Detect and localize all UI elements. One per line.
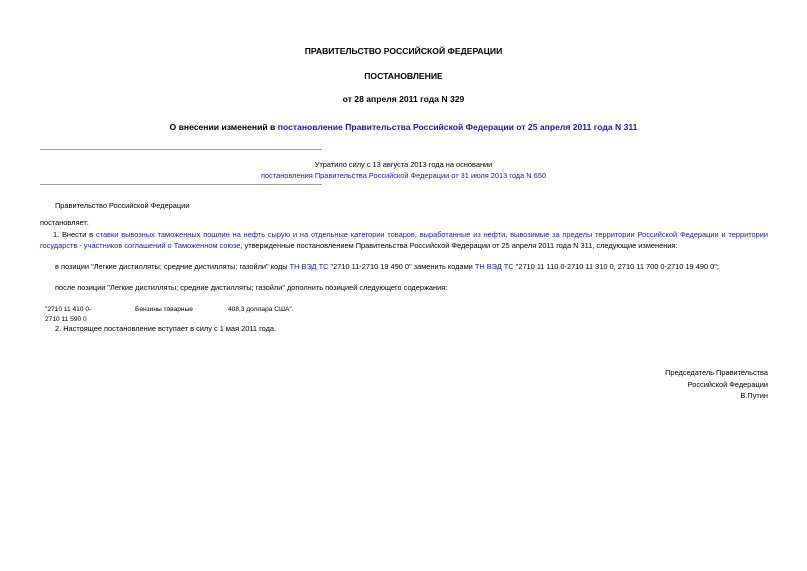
duty-rates-link[interactable]: ставки вывозных таможенных пошлин на нефть сырую и на отдельные категории товаров, выработанные из нефти, вывозимые за пределы территории Российской Федерации и территории государств - участников соглашений о Таможенном союзе	[40, 230, 768, 250]
position-paragraph	[55, 261, 783, 272]
code-line-1: "2710 11 410 0-	[45, 306, 92, 313]
document-type: ПОСТАНОВЛЕНИЕ	[364, 71, 443, 81]
bottom-divider	[40, 184, 322, 185]
position-text-start: в позиции "Легкие дистилляты; средние дистилляты; газойли" коды	[55, 262, 290, 271]
position-text-mid: "2710 11-2710 19 490 0" заменить кодами	[328, 262, 475, 271]
signature-name: В.Путин	[740, 391, 768, 400]
amended-decree-link[interactable]: постановление Правительства Российской Федерации от 25 апреля 2011 года N 311	[277, 122, 638, 132]
item-1-end: , утвержденные постановлением Правительства Российской Федерации от 25 апреля 2011 года N 311, следующие изменения:	[240, 241, 678, 250]
code-line-2: 2710 11 590 0	[45, 315, 87, 323]
government-paragraph: Правительство Российской Федерации	[55, 201, 190, 210]
document-title-prefix: О внесении изменений в	[169, 122, 278, 132]
item-1-paragraph	[40, 229, 768, 251]
table-row-name: Бензины товарные	[135, 306, 193, 313]
document-title	[0, 122, 807, 132]
tn-ved-link-2[interactable]: ТН ВЭД ТС	[474, 262, 514, 271]
item-2-paragraph: 2. Настоящее постановление вступает в силу с 1 мая 2011 года.	[55, 324, 277, 333]
top-divider	[40, 149, 322, 150]
item-1-start: 1. Внести в	[53, 230, 96, 239]
document-date-number: от 28 апреля 2011 года N 329	[342, 94, 465, 104]
decrees-paragraph: постановляет:	[40, 218, 89, 227]
repeal-decree-link[interactable]: постановления Правительства Российской Федерации от 31 июля 2013 года N 650	[261, 171, 546, 180]
table-row-code	[45, 305, 91, 324]
after-position-paragraph: после позиции "Легкие дистилляты; средние дистилляты; газойли" дополнить позицией следующего содержания:	[55, 283, 448, 292]
repeal-note	[0, 159, 807, 181]
signature-block	[665, 367, 768, 402]
repeal-note-text: Утратило силу с 13 августа 2013 года на основании	[314, 160, 493, 169]
government-heading: ПРАВИТЕЛЬСТВО РОССИЙСКОЙ ФЕДЕРАЦИИ	[304, 46, 503, 56]
position-text-end: "2710 11 110 0-2710 11 310 0, 2710 11 700 0-2710 19 490 0";	[513, 262, 719, 271]
table-row-duty: 408,3 доллара США".	[228, 306, 294, 313]
tn-ved-link-1[interactable]: ТН ВЭД ТС	[289, 262, 329, 271]
signature-title-1: Председатель Правительства	[665, 368, 768, 377]
signature-title-2: Российской Федерации	[687, 379, 768, 389]
